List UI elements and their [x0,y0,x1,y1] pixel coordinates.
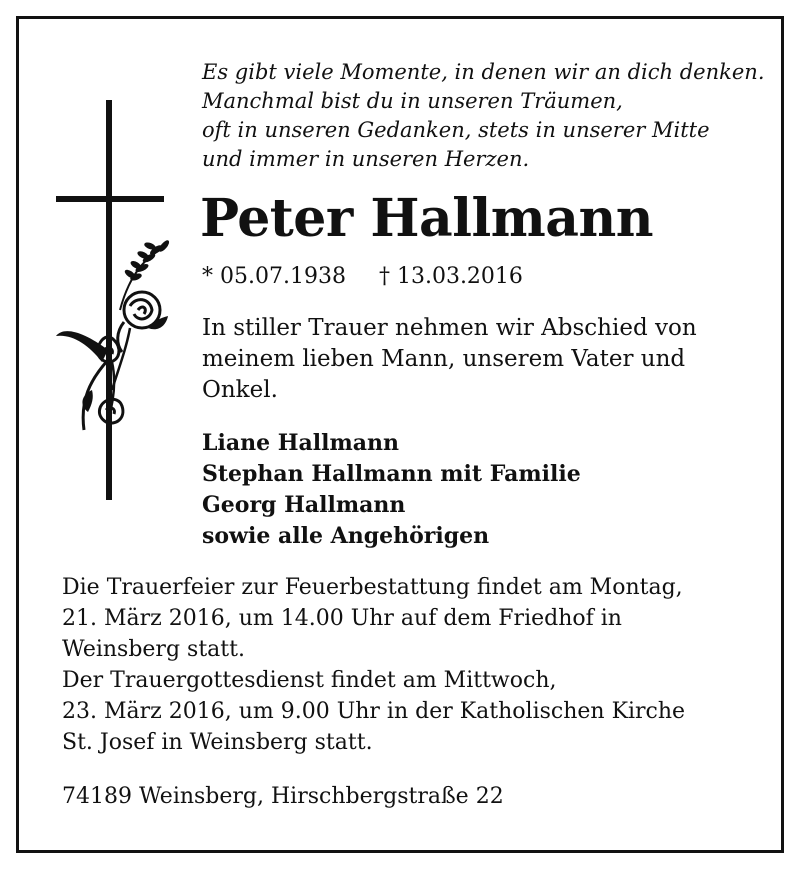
poem [202,58,765,174]
poem-line: oft in unseren Gedanken, stets in unserer Mitte [202,118,710,142]
signer: Stephan Hallmann mit Familie [202,461,581,487]
service-line: Der Trauergottesdienst findet am Mittwoch, [62,668,557,693]
service-line: St. Josef in Weinsberg statt. [62,730,373,755]
service-details [62,572,762,758]
signer: Georg Hallmann [202,492,406,518]
deceased-name: Peter Hallmann [200,188,654,249]
service-line: 21. März 2016, um 14.00 Uhr auf dem Friedhof in [62,606,622,631]
service-line: Weinsberg statt. [62,637,245,662]
poem-line: und immer in unseren Herzen. [202,147,530,171]
mourning-line: meinem lieben Mann, unserem Vater und [202,346,686,372]
death-date: † 13.03.2016 [378,264,523,289]
signer: sowie alle Angehörigen [202,523,490,549]
service-line: 23. März 2016, um 9.00 Uhr in der Katholischen Kirche [62,699,686,724]
mourning-text [202,313,762,406]
poem-line: Es gibt viele Momente, in denen wir an dich denken. [202,60,765,84]
service-line: Die Trauerfeier zur Feuerbestattung findet am Montag, [62,575,683,600]
birth-date: * 05.07.1938 [202,264,346,289]
mourning-line: In stiller Trauer nehmen wir Abschied von [202,315,697,341]
signer: Liane Hallmann [202,430,400,456]
mourning-line: Onkel. [202,377,278,403]
poem-line: Manchmal bist du in unseren Träumen, [202,89,623,113]
life-dates [202,262,523,292]
address: 74189 Weinsberg, Hirschbergstraße 22 [62,784,504,809]
cross-with-roses-icon [50,100,190,505]
signers-list [202,428,581,552]
